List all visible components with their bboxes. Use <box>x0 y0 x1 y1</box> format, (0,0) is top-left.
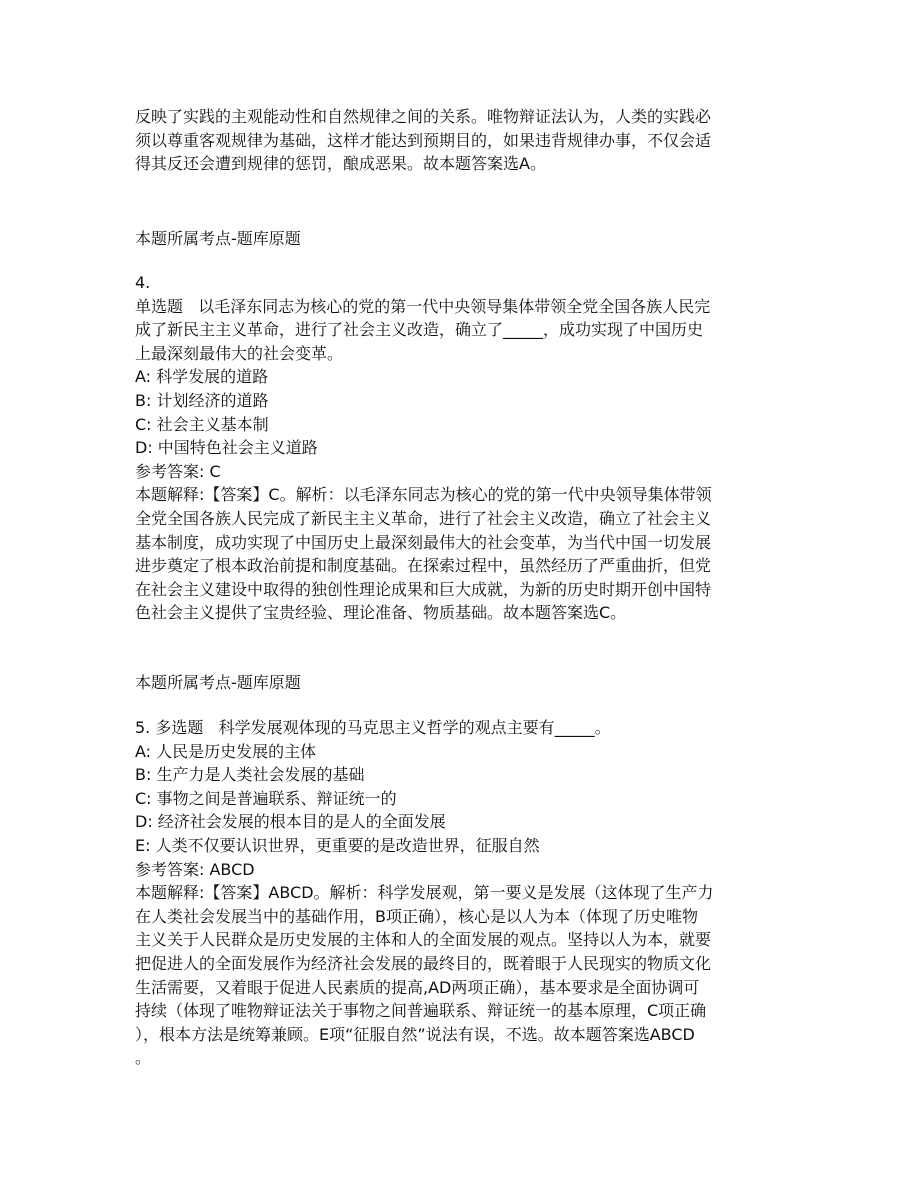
explanation-line: 本题解释:【答案】C。解析：以毛泽东同志为核心的党的第一代中央领导集体带领 <box>135 485 712 505</box>
section-label: 本题所属考点-题库原题 <box>135 673 301 692</box>
explanation-line: 进步奠定了根本政治前提和制度基础。在探索过程中，虽然经历了严重曲折，但党 <box>135 556 712 576</box>
explanation-line: 反映了实践的主观能动性和自然规律之间的关系。唯物辩证法认为，人类的实践必 <box>135 107 712 126</box>
explanation-line: 持续（体现了唯物辩证法关于事物之间普遍联系、辩证统一的基本原理，C项正确 <box>135 1001 707 1021</box>
reference-answer: 参考答案: ABCD <box>135 859 255 879</box>
previous-explanation <box>135 105 795 176</box>
explanation-line: 色社会主义提供了宝贵经验、理论准备、物质基础。故本题答案选C。 <box>135 603 627 623</box>
explanation-line: 须以尊重客观规律为基础，这样才能达到预期目的，如果违背规律办事，不仅会适 <box>135 130 712 150</box>
reference-answer: 参考答案: C <box>135 461 221 481</box>
question-stem-line: 成了新民主主义革命，进行了社会主义改造，确立了_____，成功实现了中国历史 <box>135 320 704 340</box>
explanation-line: 在人类社会发展当中的基础作用，B项正确），核心是以人为本（体现了历史唯物 <box>135 906 698 926</box>
option-c: C: 社会主义基本制 <box>135 414 269 434</box>
question-stem: 5. 多选题 科学发展观体现的马克思主义哲学的观点主要有_____。 <box>135 718 611 737</box>
explanation-line: 把促进人的全面发展作为经济社会发展的最终目的，既着眼于人民现实的物质文化 <box>135 953 712 973</box>
section-label: 本题所属考点-题库原题 <box>135 229 301 248</box>
explanation-line: 全党全国各族人民完成了新民主主义革命，进行了社会主义改造，确立了社会主义 <box>135 508 712 528</box>
option-e: E: 人类不仅要认识世界，更重要的是改造世界，征服自然 <box>135 835 540 855</box>
option-d: D: 经济社会发展的根本目的是人的全面发展 <box>135 812 446 832</box>
option-b: B: 生产力是人类社会发展的基础 <box>135 765 365 785</box>
explanation-line: 得其反还会遭到规律的惩罚，酿成恶果。故本题答案选A。 <box>135 154 546 174</box>
question-stem-line: 上最深刻最伟大的社会变革。 <box>135 343 344 363</box>
explanation-line: 。 <box>135 1048 152 1068</box>
question-5 <box>135 716 795 1070</box>
explanation-line: 主义关于人民群众是历史发展的主体和人的全面发展的观点。坚持以人为本，就要 <box>135 930 712 950</box>
explanation-line: 本题解释:【答案】ABCD。解析：科学发展观，第一要义是发展（这体现了生产力 <box>135 883 714 903</box>
option-c: C: 事物之间是普遍联系、辩证统一的 <box>135 788 397 808</box>
explanation-line: 基本制度，成功实现了中国历史上最深刻最伟大的社会变革，为当代中国一切发展 <box>135 532 712 552</box>
question-number: 4. <box>135 273 151 292</box>
question-stem-line: 单选题 以毛泽东同志为核心的党的第一代中央领导集体带领全党全国各族人民完 <box>135 296 711 316</box>
option-a: A: 科学发展的道路 <box>135 367 269 387</box>
option-b: B: 计划经济的道路 <box>135 390 269 410</box>
explanation-line: 生活需要，又着眼于促进人民素质的提高,AD两项正确），基本要求是全面协调可 <box>135 977 700 997</box>
option-a: A: 人民是历史发展的主体 <box>135 741 317 761</box>
explanation-line: 在社会主义建设中取得的独创性理论成果和巨大成就，为新的历史时期开创中国特 <box>135 579 712 599</box>
option-d: D: 中国特色社会主义道路 <box>135 438 318 458</box>
question-4 <box>135 271 795 625</box>
explanation-line: ），根本方法是统筹兼顾。E项“征服自然”说法有误，不选。故本题答案选ABCD <box>135 1024 695 1044</box>
